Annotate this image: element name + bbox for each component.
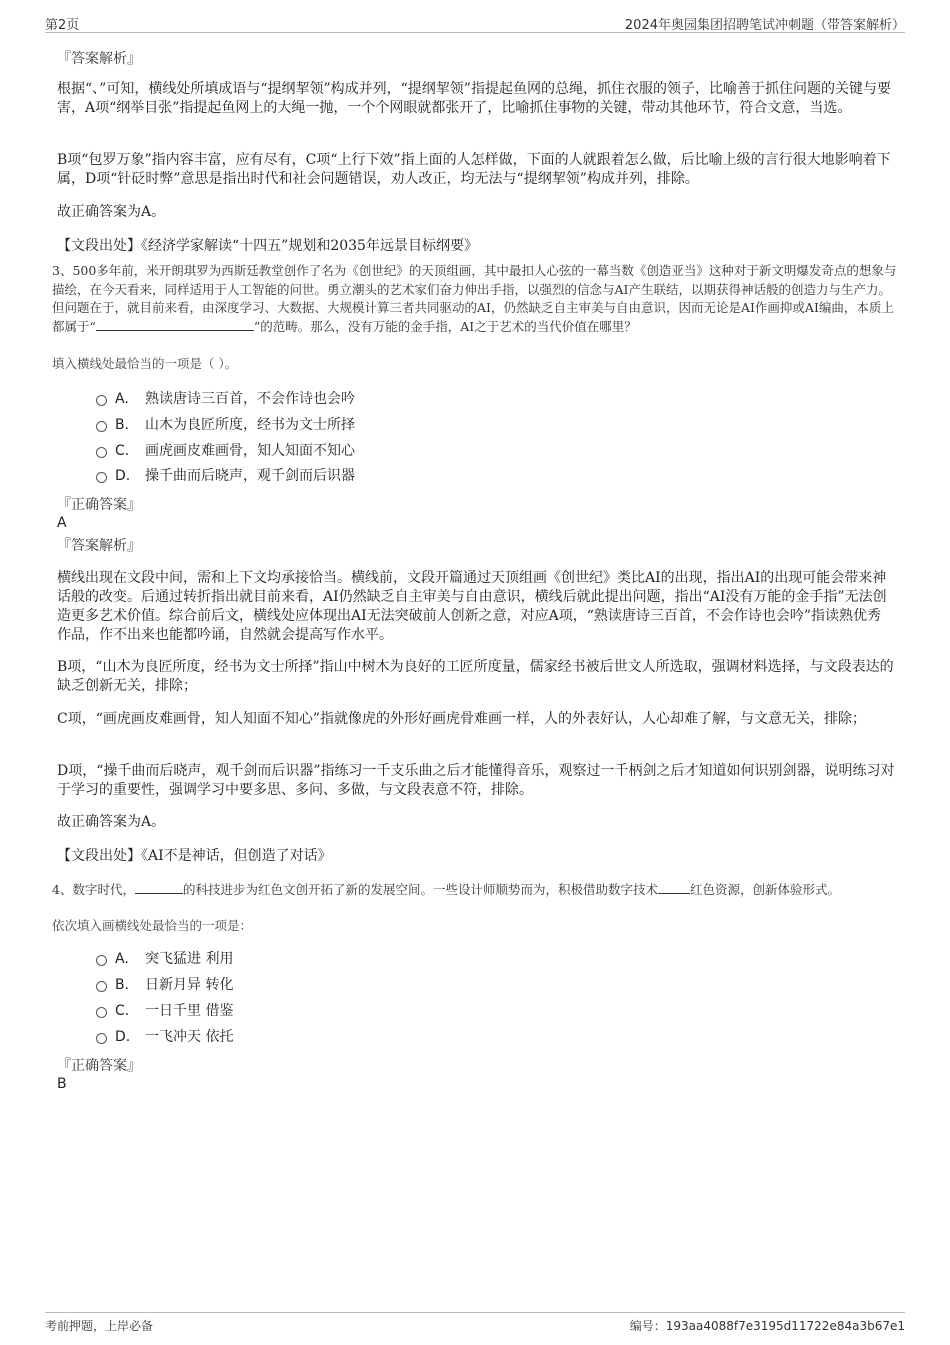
radio-icon[interactable] [96, 421, 107, 432]
q4-prompt: 依次填入画横线处最恰当的一项是： [52, 918, 253, 933]
radio-icon[interactable] [96, 955, 107, 966]
radio-icon[interactable] [96, 395, 107, 406]
page-footer [45, 1312, 905, 1335]
q3-prompt: 填入横线处最恰当的一项是（ ）。 [52, 356, 238, 371]
q2-source: 【文段出处】《经济学家解读“十四五”规划和2035年远景目标纲要》 [57, 238, 478, 254]
q3-answer: A [57, 515, 67, 531]
q3-analysis-label: 『答案解析』 [57, 538, 141, 554]
radio-icon[interactable] [96, 981, 107, 992]
document-id: 编号：193aa4088f7e3195d11722e84a3b67e1 [629, 1319, 905, 1333]
q3-stem-text-b: ”的范畴。那么，没有万能的金手指，AI之于艺术的当代价值在哪里？ [253, 318, 637, 334]
radio-icon[interactable] [96, 447, 107, 458]
q4-correct-label: 『正确答案』 [57, 1058, 141, 1074]
q3-analysis-p3: C项，“画虎画皮难画骨，知人知面不知心”指就像虎的外形好画虎骨难画一样，人的外表好认，人心却难了解，与文意无关，排除； [57, 711, 867, 727]
q4-stem-text-c: 红色资源，创新体验形式。 [689, 882, 840, 897]
q2-analysis-label: 『答案解析』 [57, 51, 141, 67]
q3-correct-label: 『正确答案』 [57, 497, 141, 513]
radio-icon[interactable] [96, 472, 107, 483]
q3-option-c[interactable]: C. 画虎画皮难画骨，知人知面不知心 [96, 441, 355, 461]
q4-stem-text-b: 的科技进步为红色文创开拓了新的发展空间。一些设计师顺势而为，积极借助数字技术 [182, 882, 658, 897]
q3-option-d[interactable]: D. 操千曲而后晓声，观千剑而后识器 [96, 466, 355, 486]
q3-analysis-p4: D项，“操千曲而后晓声，观千剑而后识器”指练习一千支乐曲之后才能懂得音乐，观察过一千柄剑之后才知道如何识别剑器，说明练习对于学习的重要性，强调学习中要多思、多问、多做，与文段表意不符，排除。 [57, 763, 895, 798]
q4-option-d[interactable]: D. 一飞冲天 依托 [96, 1027, 233, 1047]
q4-option-a[interactable]: A. 突飞猛进 利用 [96, 949, 233, 969]
page-number: 第2页 [45, 18, 80, 33]
radio-icon[interactable] [96, 1033, 107, 1044]
q4-blank-2 [658, 881, 690, 894]
q3-analysis-p2: B项，“山木为良匠所度，经书为文士所择”指山中树木为良好的工匠所度量，儒家经书被后世文人所选取，强调材料选择，与文段表达的缺乏创新无关，排除； [57, 659, 894, 694]
q4-option-c[interactable]: C. 一日千里 借鉴 [96, 1001, 233, 1021]
q3-option-b[interactable]: B. 山木为良匠所度，经书为文士所择 [96, 415, 355, 435]
q4-answer: B [57, 1076, 67, 1092]
q4-blank-1 [135, 881, 183, 894]
q2-analysis-p1: 根据“、”可知，横线处所填成语与“提纲挈领”构成并列，“提纲挈领”指提起鱼网的总绳，抓住衣服的领子，比喻善于抓住问题的关键与要害，A项“纲举目张”指提起鱼网上的大绳一抛，一个个网眼就都张开了，比喻抓住事物的关键，带动其他环节，符合文意，当选。 [57, 81, 891, 116]
q3-stem-text-a: 3、500多年前，米开朗琪罗为西斯廷教堂创作了名为《创世纪》的天顶组画，其中最扣人心弦的一幕当数《创造亚当》这种对于新文明爆发奇点的想象与描绘，在今天看来，同样适用于人工智能的问世。勇立潮头的艺术家们奋力伸出手指，以强烈的信念与AI产生联结，以期获得神话般的创造力与生产力。但问题在于，就目前来看，由深度学习、大数据、大规模计算三者共同驱动的AI，仍然缺乏自主审美与自由意识，因而无论是AI作画抑或AI编曲，本质上都属于“ [52, 263, 897, 334]
q3-conclusion: 故正确答案为A。 [57, 814, 166, 830]
footer-slogan: 考前押题，上岸必备 [45, 1319, 154, 1333]
q2-analysis-p2: B项“包罗万象”指内容丰富，应有尽有，C项“上行下效”指上面的人怎样做，下面的人就跟着怎么做，后比喻上级的言行很大地影响着下属，D项“针砭时弊”意思是指出时代和社会问题错误，劝人改正，均无法与“提纲挈领”构成并列，排除。 [57, 152, 891, 187]
q3-blank [96, 318, 254, 331]
q3-stem [52, 262, 898, 336]
q4-stem [52, 881, 898, 900]
document-title: 2024年奥园集团招聘笔试冲刺题（带答案解析） [624, 18, 905, 33]
page-header [45, 12, 905, 33]
radio-icon[interactable] [96, 1007, 107, 1018]
q4-stem-text-a: 4、数字时代， [52, 882, 135, 897]
q3-option-a[interactable]: A. 熟读唐诗三百首，不会作诗也会吟 [96, 389, 355, 409]
q3-analysis-p1: 横线出现在文段中间，需和上下文均承接恰当。横线前，文段开篇通过天顶组画《创世纪》类比AI的出现，指出AI的出现可能会带来神话般的改变。后通过转折指出就目前来看，AI仍然缺乏自主审美与自由意识，横线后就此提出问题，指出“AI没有万能的金手指”无法创造更多艺术价值。综合前后文，横线处应体现出AI无法突破前人创新之意，对应A项，“熟读唐诗三百首，不会作诗也会吟”指读熟优秀作品，作不出来也能都吟诵，自然就会提高写作水平。 [57, 570, 887, 643]
q3-source: 【文段出处】《AI不是神话，但创造了对话》 [57, 848, 332, 864]
q2-conclusion: 故正确答案为A。 [57, 204, 166, 220]
q4-option-b[interactable]: B. 日新月异 转化 [96, 975, 233, 995]
